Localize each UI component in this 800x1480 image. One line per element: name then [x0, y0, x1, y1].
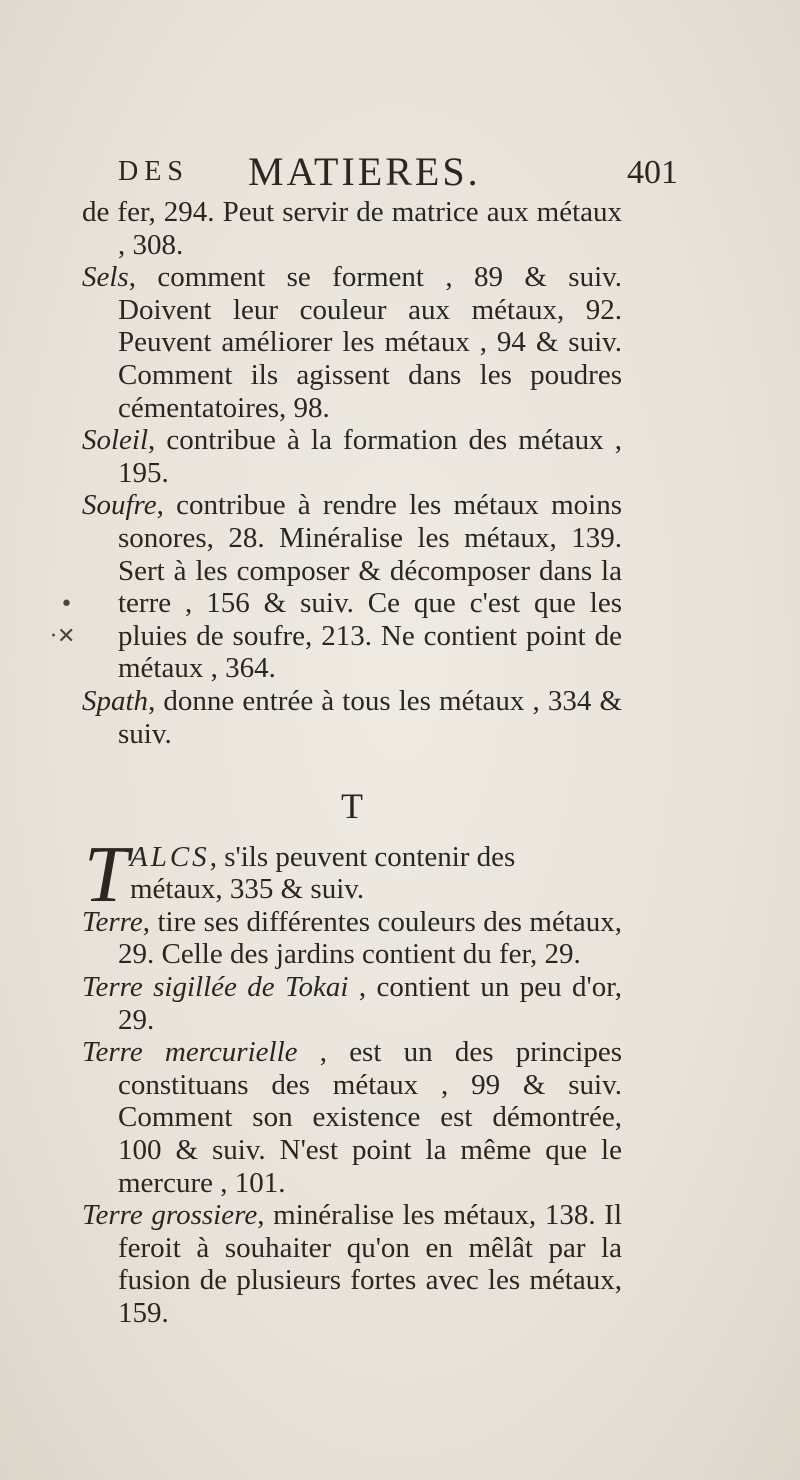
entry-keyword: Terre	[82, 905, 143, 938]
index-entry	[82, 196, 622, 261]
index-entry	[82, 906, 622, 971]
entry-text: , contribue à rendre les métaux moins sonores, 28. Minéralise les métaux, 139. Sert à les composer & décomposer dans la terre , 156 & suiv. Ce que c'est que les pluies de soufre, 213. Ne contient point de métaux , 364.	[118, 489, 622, 685]
entry-text: métaux, 335 & suiv.	[130, 873, 365, 906]
running-header	[118, 148, 678, 198]
margin-ink-mark-icon: •	[60, 592, 73, 617]
entry-text: , contient un peu d'or, 29.	[118, 971, 622, 1036]
entry-text: , tire ses différentes couleurs des métaux, 29. Celle des jardins contient du fer, 29.	[118, 905, 622, 971]
entry-text: , contribue à la formation des métaux , 195.	[118, 424, 622, 489]
entry-keyword: Soleil	[82, 424, 149, 457]
index-body	[82, 196, 622, 1330]
entry-text: , minéralise les métaux, 138. Il feroit à souhaiter qu'on en mêlât par la fusion de plusieurs fortes avec les métaux, 159.	[118, 1199, 623, 1329]
index-entry	[82, 685, 622, 750]
entry-keyword: Spath	[82, 684, 149, 717]
entry-text: de fer, 294. Peut servir de matrice aux métaux , 308.	[82, 196, 622, 261]
entry-text: , est un des principes constituans des métaux , 99 & suiv. Comment son existence est démontrée, 100 & suiv. N'est point la même que le mercure , 101.	[118, 1036, 622, 1199]
entry-keyword: ALCS	[130, 840, 210, 873]
entry-keyword: Terre sigillée de Tokai	[82, 971, 349, 1004]
entry-text: , donne entrée à tous les métaux , 334 & suiv.	[118, 684, 622, 750]
entry-text: , s'ils peuvent contenir des	[209, 840, 516, 873]
index-entry	[82, 1036, 622, 1199]
entry-keyword: Sels	[82, 261, 129, 294]
index-entry	[82, 489, 622, 685]
index-entry-talcs	[82, 830, 622, 919]
header-matieres: MATIERES.	[248, 149, 481, 194]
entry-keyword: Terre mercurielle	[82, 1036, 298, 1069]
section-letter: T	[341, 786, 363, 827]
index-entry	[82, 971, 622, 1036]
drop-cap: T	[84, 830, 129, 919]
header-des: DES	[118, 156, 189, 187]
index-entry	[82, 1199, 622, 1329]
entry-keyword: Soufre	[82, 489, 157, 522]
margin-ink-mark-icon: ·✕	[50, 624, 76, 649]
entry-text: , comment se forment , 89 & suiv. Doivent leur couleur aux métaux, 92. Peuvent améliorer les métaux , 94 & suiv. Comment ils agissent dans les poudres cémentatoires, 98.	[118, 261, 622, 424]
index-entry	[82, 424, 622, 489]
index-entry	[82, 261, 622, 424]
page-number: 401	[627, 154, 678, 191]
entry-keyword: Terre grossiere	[82, 1199, 258, 1232]
